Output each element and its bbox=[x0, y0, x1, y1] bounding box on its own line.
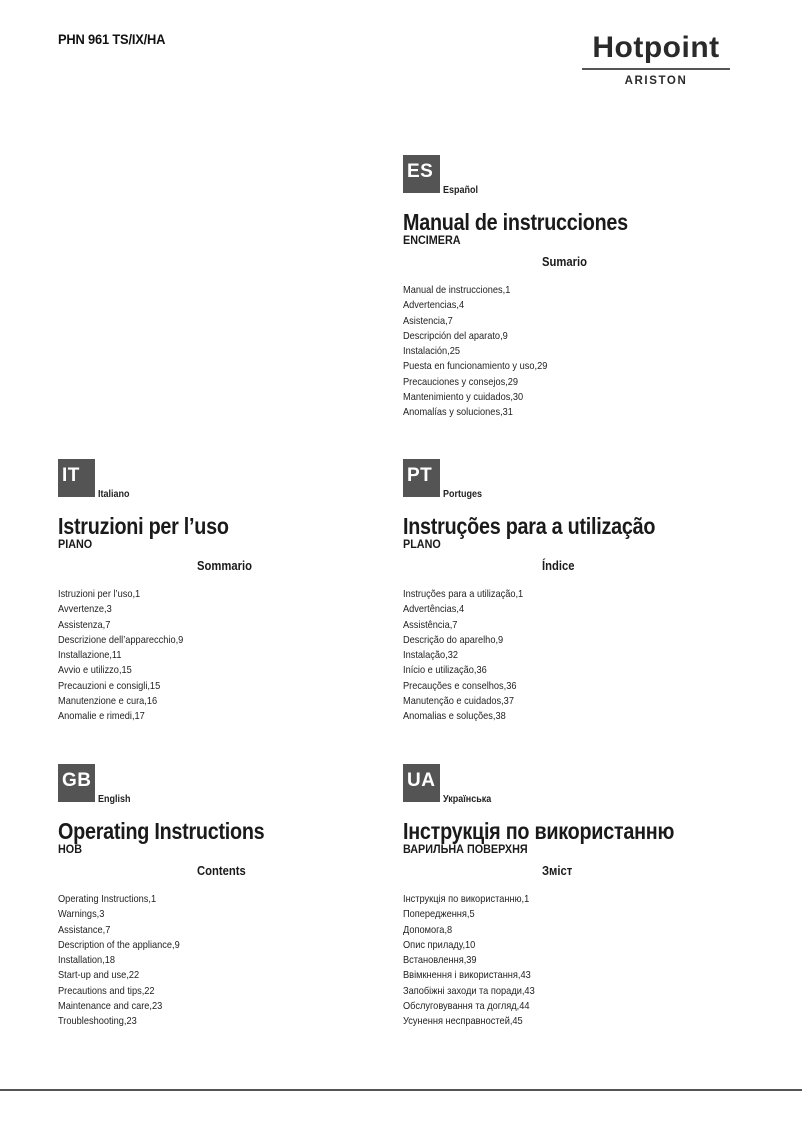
language-code-badge: IT bbox=[58, 459, 95, 497]
toc-item[interactable]: Опис приладу,10 bbox=[403, 938, 476, 951]
toc-item[interactable]: Avvertenze,3 bbox=[58, 603, 112, 616]
language-name: English bbox=[98, 794, 131, 805]
toc-list bbox=[403, 587, 743, 725]
toc-item[interactable]: Precauzioni e consigli,15 bbox=[58, 679, 161, 692]
toc-item[interactable]: Assistência,7 bbox=[403, 618, 458, 631]
toc-list bbox=[403, 892, 743, 1030]
toc-item[interactable]: Anomalie e rimedi,17 bbox=[58, 710, 145, 723]
brand-subname: ARISTON bbox=[624, 75, 688, 87]
section-subtitle: ENCIMERA bbox=[403, 233, 461, 247]
language-code-badge: ES bbox=[403, 155, 440, 193]
toc-item[interactable]: Anomalias e soluções,38 bbox=[403, 710, 506, 723]
section-subtitle: PIANO bbox=[58, 537, 93, 551]
toc-item[interactable]: Інструкція по використанню,1 bbox=[403, 893, 530, 905]
toc-item[interactable]: Asistencia,7 bbox=[403, 314, 453, 327]
toc-item[interactable]: Assistance,7 bbox=[58, 923, 111, 936]
toc-item[interactable]: Instalación,25 bbox=[403, 345, 461, 358]
language-name: Українська bbox=[443, 794, 492, 805]
toc-item[interactable]: Ввімкнення і використання,43 bbox=[403, 969, 531, 982]
language-name: Italiano bbox=[98, 489, 130, 500]
language-badge-row bbox=[403, 764, 743, 805]
section-title: Інструкція по використанню bbox=[403, 818, 675, 844]
section-gb bbox=[58, 764, 398, 1030]
toc-item[interactable]: Avvio e utilizzo,15 bbox=[58, 664, 132, 677]
section-subtitle: HOB bbox=[58, 842, 83, 856]
language-badge-row bbox=[58, 459, 398, 500]
toc-item[interactable]: Installazione,11 bbox=[58, 649, 122, 662]
language-code-badge: PT bbox=[403, 459, 440, 497]
toc-item[interactable]: Встановлення,39 bbox=[403, 954, 477, 967]
toc-item[interactable]: Precautions and tips,22 bbox=[58, 984, 155, 997]
model-number: PHN 961 TS/IX/HA bbox=[58, 31, 166, 47]
toc-heading: Sumario bbox=[542, 255, 588, 269]
toc-heading: Sommario bbox=[197, 559, 253, 573]
toc-item[interactable]: Assistenza,7 bbox=[58, 618, 111, 631]
brand-name: Hotpoint bbox=[592, 31, 720, 64]
toc-item[interactable]: Troubleshooting,23 bbox=[58, 1015, 137, 1028]
toc-item[interactable]: Descripción del aparato,9 bbox=[403, 329, 508, 342]
toc-heading: Зміст bbox=[542, 864, 573, 878]
toc-list bbox=[58, 892, 398, 1030]
toc-item[interactable]: Description of the appliance,9 bbox=[58, 938, 180, 951]
section-title: Manual de instrucciones bbox=[403, 209, 628, 235]
language-name: Portuges bbox=[443, 489, 483, 500]
section-title: Istruzioni per l’uso bbox=[58, 513, 229, 539]
toc-item[interactable]: Advertencias,4 bbox=[403, 299, 465, 312]
toc-item[interactable]: Mantenimiento y cuidados,30 bbox=[403, 391, 524, 404]
language-badge-row bbox=[403, 459, 743, 500]
language-code-badge: UA bbox=[403, 764, 440, 802]
toc-item[interactable]: Operating Instructions,1 bbox=[58, 893, 157, 905]
toc-item[interactable]: Start-up and use,22 bbox=[58, 969, 140, 982]
language-badge-row bbox=[58, 764, 398, 805]
section-subtitle: PLANO bbox=[403, 537, 441, 551]
toc-item[interactable]: Допомога,8 bbox=[403, 923, 453, 936]
toc-item[interactable]: Instalação,32 bbox=[403, 649, 458, 662]
toc-item[interactable]: Descrição do aparelho,9 bbox=[403, 633, 504, 646]
toc-item[interactable]: Istruzioni per l’uso,1 bbox=[58, 588, 141, 600]
toc-item[interactable]: Maintenance and care,23 bbox=[58, 1000, 163, 1013]
section-subtitle: ВАРИЛЬНА ПОВЕРХНЯ bbox=[403, 842, 528, 856]
brand-divider bbox=[582, 68, 730, 70]
language-code-badge: GB bbox=[58, 764, 95, 802]
section-title: Instruções para a utilização bbox=[403, 513, 656, 539]
toc-item[interactable]: Puesta en funcionamiento y uso,29 bbox=[403, 360, 548, 373]
toc-heading: Índice bbox=[542, 559, 575, 573]
toc-item[interactable]: Precauciones y consejos,29 bbox=[403, 375, 519, 388]
section-ua bbox=[403, 764, 743, 1030]
toc-item[interactable]: Запобіжні заходи та поради,43 bbox=[403, 984, 535, 997]
toc-item[interactable]: Попередження,5 bbox=[403, 908, 475, 921]
toc-list bbox=[58, 587, 398, 725]
toc-item[interactable]: Manual de instrucciones,1 bbox=[403, 284, 511, 296]
language-badge-row bbox=[403, 155, 743, 196]
toc-item[interactable]: Descrizione dell’apparecchio,9 bbox=[58, 633, 184, 646]
toc-item[interactable]: Instruções para a utilização,1 bbox=[403, 588, 524, 600]
toc-item[interactable]: Warnings,3 bbox=[58, 908, 105, 921]
toc-list bbox=[403, 283, 743, 421]
language-name: Español bbox=[443, 185, 479, 196]
footer-rule bbox=[0, 1089, 802, 1091]
brand-logo bbox=[581, 33, 731, 87]
toc-item[interactable]: Manutenzione e cura,16 bbox=[58, 695, 158, 708]
toc-item[interactable]: Precauções e conselhos,36 bbox=[403, 679, 517, 692]
section-title: Operating Instructions bbox=[58, 818, 265, 844]
toc-item[interactable]: Installation,18 bbox=[58, 954, 116, 967]
toc-heading: Contents bbox=[197, 864, 246, 878]
toc-item[interactable]: Обслуговування та догляд,44 bbox=[403, 1000, 530, 1013]
section-it bbox=[58, 459, 398, 725]
toc-item[interactable]: Anomalías y soluciones,31 bbox=[403, 406, 513, 419]
section-es bbox=[403, 155, 743, 421]
toc-item[interactable]: Advertências,4 bbox=[403, 603, 465, 616]
section-pt bbox=[403, 459, 743, 725]
toc-item[interactable]: Усунення несправностей,45 bbox=[403, 1015, 523, 1028]
toc-item[interactable]: Manutenção e cuidados,37 bbox=[403, 695, 514, 708]
toc-item[interactable]: Início e utilização,36 bbox=[403, 664, 487, 677]
